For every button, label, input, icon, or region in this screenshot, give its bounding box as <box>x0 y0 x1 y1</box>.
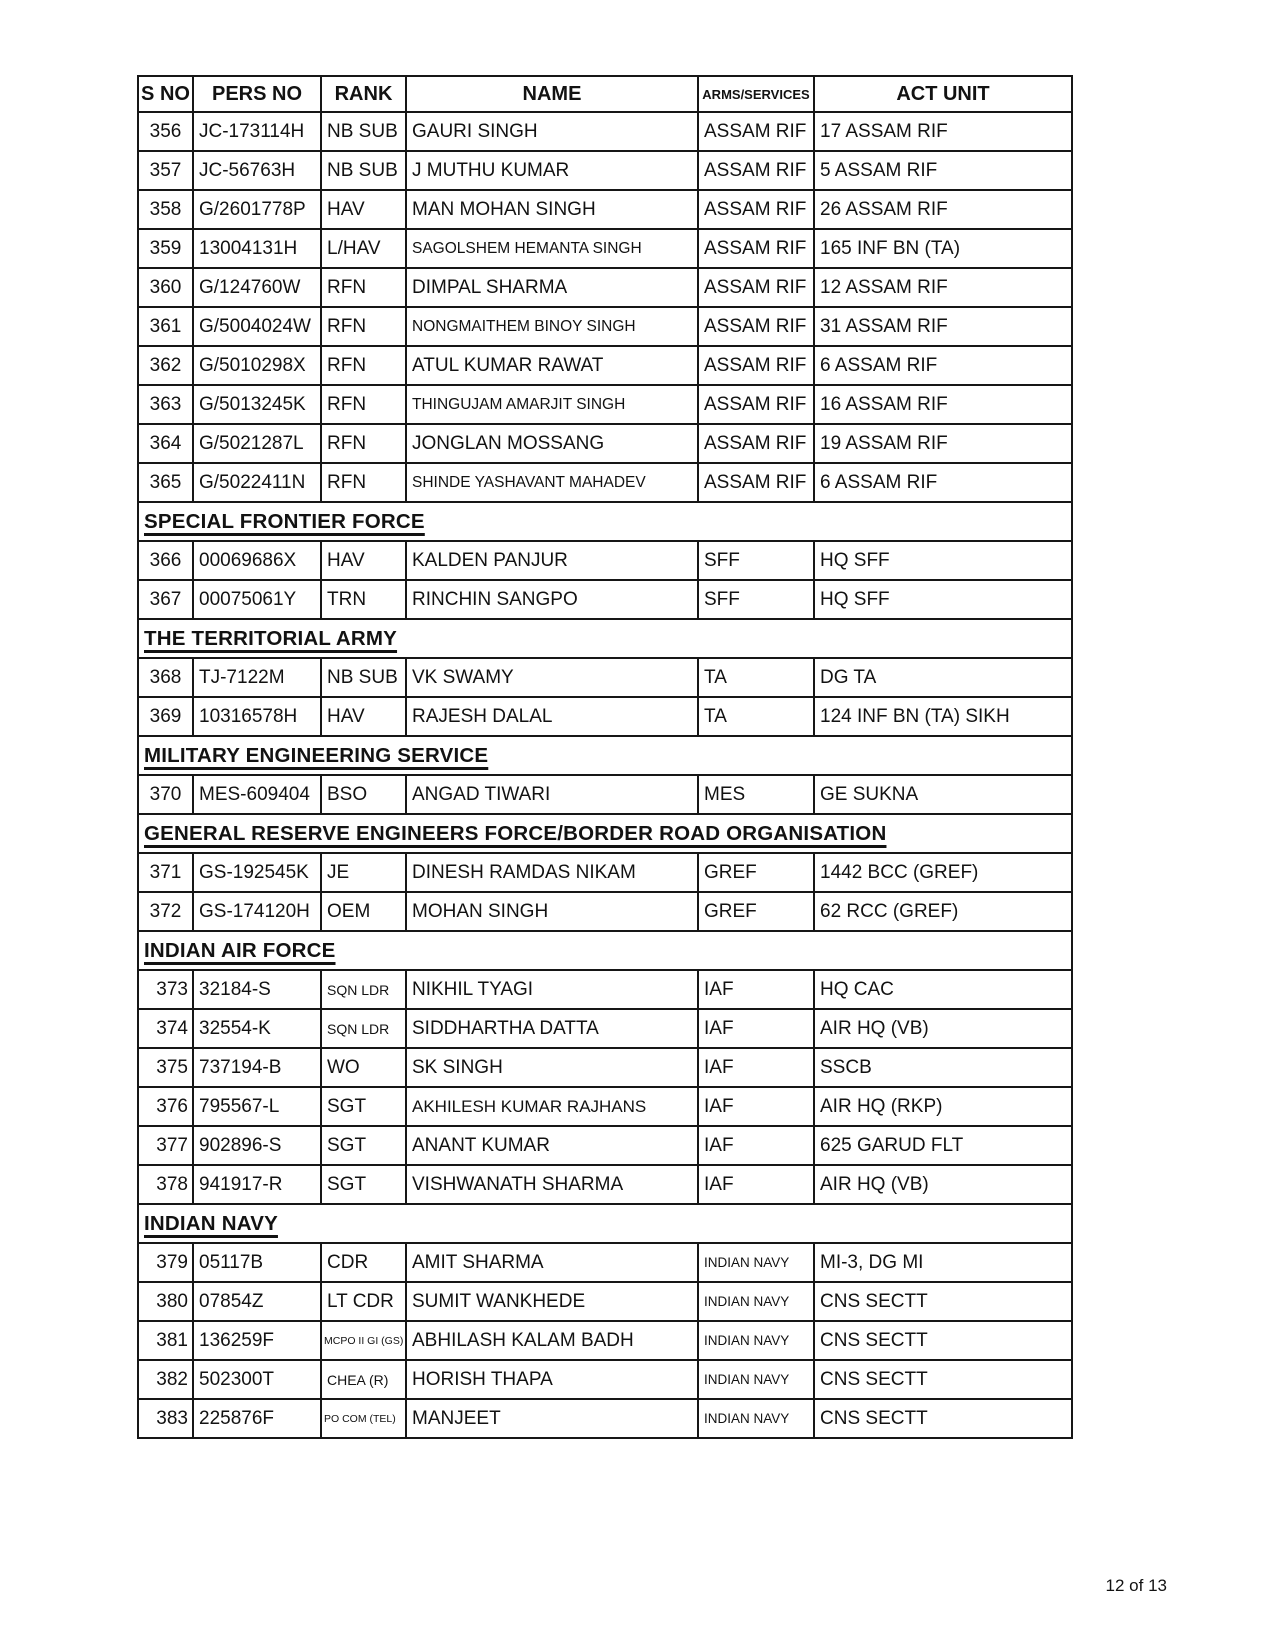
cell-name: VISHWANATH SHARMA <box>406 1165 698 1204</box>
cell-pers-no: 00069686X <box>193 541 321 580</box>
cell-name: SUMIT WANKHEDE <box>406 1282 698 1321</box>
cell-s-no: 372 <box>138 892 193 931</box>
cell-name: NIKHIL TYAGI <box>406 970 698 1009</box>
section-header-label: GENERAL RESERVE ENGINEERS FORCE/BORDER ROAD ORGANISATION <box>138 814 1072 853</box>
section-header-label: INDIAN AIR FORCE <box>138 931 1072 970</box>
col-header-rank: RANK <box>321 76 406 112</box>
cell-s-no: 379 <box>138 1243 193 1282</box>
cell-rank: OEM <box>321 892 406 931</box>
section-header-row <box>138 736 1072 775</box>
cell-s-no: 357 <box>138 151 193 190</box>
section-header-row <box>138 814 1072 853</box>
cell-act-unit: CNS SECTT <box>814 1360 1072 1399</box>
cell-s-no: 381 <box>138 1321 193 1360</box>
table-row <box>138 580 1072 619</box>
cell-rank: RFN <box>321 424 406 463</box>
cell-pers-no: JC-173114H <box>193 112 321 151</box>
cell-pers-no: 225876F <box>193 1399 321 1438</box>
cell-act-unit: AIR HQ (VB) <box>814 1009 1072 1048</box>
cell-rank: RFN <box>321 385 406 424</box>
cell-arms-services: GREF <box>698 853 814 892</box>
table-row <box>138 1282 1072 1321</box>
table-row <box>138 1321 1072 1360</box>
cell-name: MANJEET <box>406 1399 698 1438</box>
cell-rank: PO COM (TEL) <box>321 1399 406 1438</box>
cell-rank: RFN <box>321 268 406 307</box>
cell-pers-no: 795567-L <box>193 1087 321 1126</box>
cell-rank: BSO <box>321 775 406 814</box>
cell-s-no: 375 <box>138 1048 193 1087</box>
table-row <box>138 658 1072 697</box>
cell-rank: HAV <box>321 697 406 736</box>
cell-pers-no: G/5022411N <box>193 463 321 502</box>
cell-pers-no: GS-174120H <box>193 892 321 931</box>
cell-act-unit: HQ SFF <box>814 580 1072 619</box>
cell-arms-services: ASSAM RIF <box>698 190 814 229</box>
table-row <box>138 229 1072 268</box>
cell-act-unit: HQ SFF <box>814 541 1072 580</box>
page-number: 12 of 13 <box>1105 1576 1167 1595</box>
cell-name: ANGAD TIWARI <box>406 775 698 814</box>
cell-name: SK SINGH <box>406 1048 698 1087</box>
table-row <box>138 853 1072 892</box>
cell-arms-services: IAF <box>698 1126 814 1165</box>
cell-arms-services: INDIAN NAVY <box>698 1321 814 1360</box>
cell-rank: SQN LDR <box>321 1009 406 1048</box>
cell-arms-services: INDIAN NAVY <box>698 1243 814 1282</box>
cell-rank: HAV <box>321 190 406 229</box>
cell-name: SHINDE YASHAVANT MAHADEV <box>406 463 698 502</box>
cell-s-no: 358 <box>138 190 193 229</box>
cell-s-no: 360 <box>138 268 193 307</box>
cell-rank: L/HAV <box>321 229 406 268</box>
cell-pers-no: G/5021287L <box>193 424 321 463</box>
cell-rank: MCPO II GI (GS) <box>321 1321 406 1360</box>
cell-act-unit: 5 ASSAM RIF <box>814 151 1072 190</box>
cell-pers-no: JC-56763H <box>193 151 321 190</box>
cell-name: DINESH RAMDAS NIKAM <box>406 853 698 892</box>
cell-rank: SGT <box>321 1165 406 1204</box>
cell-pers-no: 902896-S <box>193 1126 321 1165</box>
cell-rank: CHEA (R) <box>321 1360 406 1399</box>
cell-act-unit: MI-3, DG MI <box>814 1243 1072 1282</box>
cell-name: RINCHIN SANGPO <box>406 580 698 619</box>
cell-arms-services: INDIAN NAVY <box>698 1360 814 1399</box>
cell-s-no: 367 <box>138 580 193 619</box>
cell-name: ABHILASH KALAM BADH <box>406 1321 698 1360</box>
cell-rank: RFN <box>321 346 406 385</box>
cell-name: THINGUJAM AMARJIT SINGH <box>406 385 698 424</box>
cell-arms-services: MES <box>698 775 814 814</box>
cell-pers-no: MES-609404 <box>193 775 321 814</box>
cell-name: NONGMAITHEM BINOY SINGH <box>406 307 698 346</box>
table-row <box>138 1399 1072 1438</box>
cell-s-no: 378 <box>138 1165 193 1204</box>
cell-name: ANANT KUMAR <box>406 1126 698 1165</box>
cell-act-unit: 12 ASSAM RIF <box>814 268 1072 307</box>
col-header-s-no: S NO <box>138 76 193 112</box>
cell-arms-services: ASSAM RIF <box>698 424 814 463</box>
cell-s-no: 362 <box>138 346 193 385</box>
cell-s-no: 371 <box>138 853 193 892</box>
col-header-arms-services: ARMS/SERVICES <box>698 76 814 112</box>
section-header-label: THE TERRITORIAL ARMY <box>138 619 1072 658</box>
cell-name: HORISH THAPA <box>406 1360 698 1399</box>
cell-rank: SGT <box>321 1087 406 1126</box>
table-row <box>138 268 1072 307</box>
section-header-row <box>138 1204 1072 1243</box>
table-row <box>138 541 1072 580</box>
cell-pers-no: 13004131H <box>193 229 321 268</box>
cell-pers-no: G/2601778P <box>193 190 321 229</box>
cell-s-no: 368 <box>138 658 193 697</box>
cell-s-no: 380 <box>138 1282 193 1321</box>
cell-arms-services: ASSAM RIF <box>698 268 814 307</box>
cell-act-unit: CNS SECTT <box>814 1282 1072 1321</box>
cell-arms-services: ASSAM RIF <box>698 151 814 190</box>
table-row <box>138 775 1072 814</box>
cell-act-unit: 6 ASSAM RIF <box>814 463 1072 502</box>
table-row <box>138 1360 1072 1399</box>
table-row <box>138 697 1072 736</box>
cell-rank: CDR <box>321 1243 406 1282</box>
cell-act-unit: HQ CAC <box>814 970 1072 1009</box>
cell-rank: RFN <box>321 307 406 346</box>
col-header-name: NAME <box>406 76 698 112</box>
cell-s-no: 370 <box>138 775 193 814</box>
cell-act-unit: 31 ASSAM RIF <box>814 307 1072 346</box>
cell-pers-no: GS-192545K <box>193 853 321 892</box>
cell-pers-no: G/5004024W <box>193 307 321 346</box>
cell-pers-no: G/5013245K <box>193 385 321 424</box>
cell-arms-services: IAF <box>698 1009 814 1048</box>
cell-name: GAURI SINGH <box>406 112 698 151</box>
cell-pers-no: 10316578H <box>193 697 321 736</box>
personnel-roster-table <box>137 75 1073 1439</box>
cell-arms-services: SFF <box>698 541 814 580</box>
cell-rank: NB SUB <box>321 658 406 697</box>
cell-arms-services: IAF <box>698 1048 814 1087</box>
cell-arms-services: TA <box>698 697 814 736</box>
cell-rank: NB SUB <box>321 112 406 151</box>
cell-rank: SGT <box>321 1126 406 1165</box>
section-header-row <box>138 502 1072 541</box>
cell-pers-no: G/124760W <box>193 268 321 307</box>
cell-arms-services: GREF <box>698 892 814 931</box>
cell-name: SIDDHARTHA DATTA <box>406 1009 698 1048</box>
cell-name: DIMPAL SHARMA <box>406 268 698 307</box>
cell-s-no: 383 <box>138 1399 193 1438</box>
cell-rank: SQN LDR <box>321 970 406 1009</box>
cell-arms-services: ASSAM RIF <box>698 112 814 151</box>
table-row <box>138 463 1072 502</box>
cell-rank: JE <box>321 853 406 892</box>
cell-arms-services: ASSAM RIF <box>698 346 814 385</box>
cell-name: AMIT SHARMA <box>406 1243 698 1282</box>
table-row <box>138 1165 1072 1204</box>
table-header-row <box>138 76 1072 112</box>
section-header-label: INDIAN NAVY <box>138 1204 1072 1243</box>
cell-arms-services: ASSAM RIF <box>698 463 814 502</box>
cell-act-unit: GE SUKNA <box>814 775 1072 814</box>
cell-name: KALDEN PANJUR <box>406 541 698 580</box>
cell-pers-no: TJ-7122M <box>193 658 321 697</box>
section-header-label: SPECIAL FRONTIER FORCE <box>138 502 1072 541</box>
cell-rank: WO <box>321 1048 406 1087</box>
cell-s-no: 366 <box>138 541 193 580</box>
cell-pers-no: 00075061Y <box>193 580 321 619</box>
cell-name: MOHAN SINGH <box>406 892 698 931</box>
cell-rank: HAV <box>321 541 406 580</box>
cell-act-unit: 16 ASSAM RIF <box>814 385 1072 424</box>
cell-name: JONGLAN MOSSANG <box>406 424 698 463</box>
cell-s-no: 374 <box>138 1009 193 1048</box>
cell-pers-no: 502300T <box>193 1360 321 1399</box>
section-header-label: MILITARY ENGINEERING SERVICE <box>138 736 1072 775</box>
cell-act-unit: DG TA <box>814 658 1072 697</box>
table-row <box>138 307 1072 346</box>
cell-act-unit: 19 ASSAM RIF <box>814 424 1072 463</box>
cell-name: RAJESH DALAL <box>406 697 698 736</box>
cell-rank: LT CDR <box>321 1282 406 1321</box>
cell-s-no: 359 <box>138 229 193 268</box>
cell-arms-services: INDIAN NAVY <box>698 1399 814 1438</box>
cell-act-unit: AIR HQ (RKP) <box>814 1087 1072 1126</box>
table-row <box>138 190 1072 229</box>
cell-s-no: 382 <box>138 1360 193 1399</box>
cell-s-no: 364 <box>138 424 193 463</box>
table-row <box>138 346 1072 385</box>
cell-s-no: 369 <box>138 697 193 736</box>
cell-pers-no: G/5010298X <box>193 346 321 385</box>
table-row <box>138 1048 1072 1087</box>
cell-arms-services: IAF <box>698 1165 814 1204</box>
cell-arms-services: IAF <box>698 970 814 1009</box>
cell-name: MAN MOHAN SINGH <box>406 190 698 229</box>
cell-act-unit: 1442 BCC (GREF) <box>814 853 1072 892</box>
cell-act-unit: CNS SECTT <box>814 1399 1072 1438</box>
table-row <box>138 112 1072 151</box>
cell-act-unit: AIR HQ (VB) <box>814 1165 1072 1204</box>
cell-pers-no: 136259F <box>193 1321 321 1360</box>
cell-act-unit: 165 INF BN (TA) <box>814 229 1072 268</box>
cell-act-unit: CNS SECTT <box>814 1321 1072 1360</box>
cell-s-no: 363 <box>138 385 193 424</box>
cell-name: AKHILESH KUMAR RAJHANS <box>406 1087 698 1126</box>
cell-arms-services: ASSAM RIF <box>698 385 814 424</box>
cell-arms-services: TA <box>698 658 814 697</box>
cell-s-no: 365 <box>138 463 193 502</box>
table-row <box>138 970 1072 1009</box>
table-row <box>138 424 1072 463</box>
cell-pers-no: 941917-R <box>193 1165 321 1204</box>
cell-act-unit: SSCB <box>814 1048 1072 1087</box>
cell-act-unit: 124 INF BN (TA) SIKH <box>814 697 1072 736</box>
table-row <box>138 892 1072 931</box>
cell-s-no: 373 <box>138 970 193 1009</box>
cell-name: J MUTHU KUMAR <box>406 151 698 190</box>
cell-rank: NB SUB <box>321 151 406 190</box>
cell-rank: TRN <box>321 580 406 619</box>
cell-name: SAGOLSHEM HEMANTA SINGH <box>406 229 698 268</box>
section-header-row <box>138 931 1072 970</box>
table-row <box>138 1087 1072 1126</box>
cell-pers-no: 32554-K <box>193 1009 321 1048</box>
table-row <box>138 1243 1072 1282</box>
cell-arms-services: IAF <box>698 1087 814 1126</box>
cell-pers-no: 737194-B <box>193 1048 321 1087</box>
cell-name: ATUL KUMAR RAWAT <box>406 346 698 385</box>
cell-pers-no: 07854Z <box>193 1282 321 1321</box>
cell-arms-services: ASSAM RIF <box>698 307 814 346</box>
cell-act-unit: 26 ASSAM RIF <box>814 190 1072 229</box>
cell-arms-services: ASSAM RIF <box>698 229 814 268</box>
cell-s-no: 361 <box>138 307 193 346</box>
table-row <box>138 151 1072 190</box>
cell-s-no: 376 <box>138 1087 193 1126</box>
section-header-row <box>138 619 1072 658</box>
cell-rank: RFN <box>321 463 406 502</box>
cell-act-unit: 625 GARUD FLT <box>814 1126 1072 1165</box>
cell-act-unit: 62 RCC (GREF) <box>814 892 1072 931</box>
cell-arms-services: SFF <box>698 580 814 619</box>
cell-s-no: 356 <box>138 112 193 151</box>
cell-name: VK SWAMY <box>406 658 698 697</box>
cell-pers-no: 32184-S <box>193 970 321 1009</box>
col-header-pers-no: PERS NO <box>193 76 321 112</box>
cell-pers-no: 05117B <box>193 1243 321 1282</box>
table-row <box>138 1126 1072 1165</box>
cell-act-unit: 17 ASSAM RIF <box>814 112 1072 151</box>
cell-act-unit: 6 ASSAM RIF <box>814 346 1072 385</box>
table-row <box>138 1009 1072 1048</box>
col-header-act-unit: ACT UNIT <box>814 76 1072 112</box>
cell-arms-services: INDIAN NAVY <box>698 1282 814 1321</box>
cell-s-no: 377 <box>138 1126 193 1165</box>
table-row <box>138 385 1072 424</box>
